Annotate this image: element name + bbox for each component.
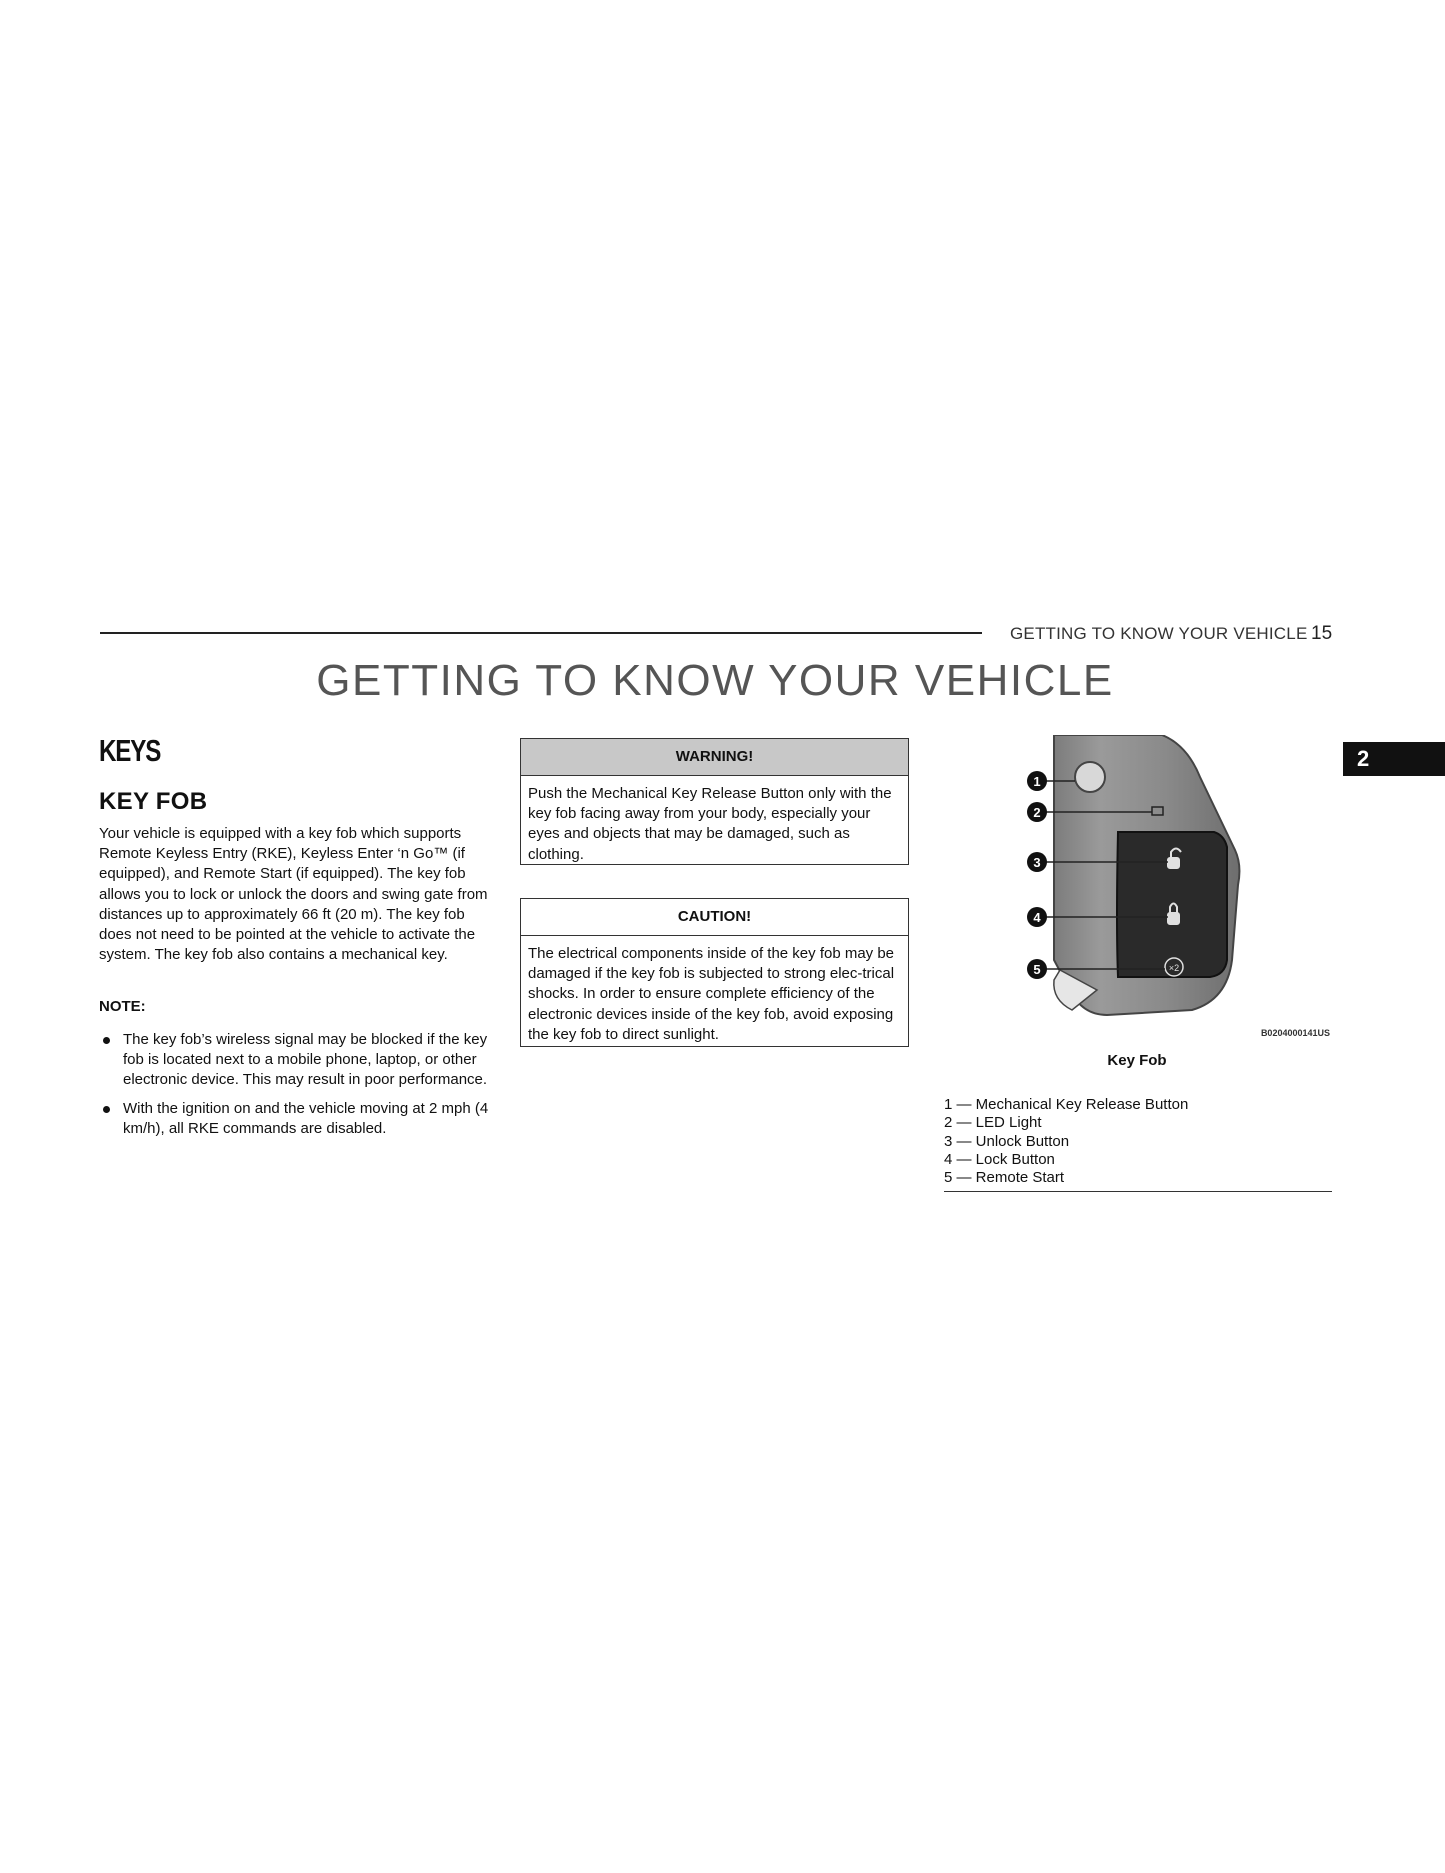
caution-title: CAUTION! bbox=[521, 899, 908, 936]
body-paragraph: Your vehicle is equipped with a key fob which supports Remote Keyless Entry (RKE), Keyless Enter ‘n Go™ (if equipped), and Remote Start (if equipped). The key fob allows you to lock or unlock the doors and swing gate from distances up to approximately 66 ft (20 m). The key fob does not need to be pointed at the vehicle to activate the system. The key fob also contains a mechanical key. bbox=[99, 825, 488, 964]
remote-start-label: ×2 bbox=[1168, 963, 1180, 973]
page-number: 15 bbox=[1311, 623, 1333, 644]
legend-item: 3 — Unlock Button bbox=[944, 1132, 1070, 1150]
note-item bbox=[99, 1099, 499, 1139]
legend-item: 5 — Remote Start bbox=[944, 1169, 1065, 1187]
callout-number: 4 bbox=[1033, 910, 1041, 925]
legend-item: 2 — LED Light bbox=[944, 1114, 1042, 1132]
warning-text: Push the Mechanical Key Release Button only with the key fob facing away from your body, especially your eyes and objects that may be damaged, such as clothing. bbox=[528, 785, 892, 863]
note-text: With the ignition on and the vehicle moving at 2 mph (4 km/h), all RKE commands are disabled. bbox=[123, 1099, 489, 1137]
bullet-icon bbox=[103, 1037, 110, 1044]
warning-title: WARNING! bbox=[521, 739, 908, 776]
section-heading: KEYS bbox=[99, 733, 161, 768]
caution-text: The electrical components inside of the key fob may be damaged if the key fob is subjected to strong elec-trical shocks. In order to ensure complete efficiency of the electronic devices inside of the key fob, avoid exposing the key fob to direct sunlight. bbox=[528, 945, 895, 1043]
callout-badge bbox=[1027, 802, 1047, 822]
callout-badge bbox=[1027, 959, 1047, 979]
caution-box bbox=[520, 898, 909, 1047]
callout-badge bbox=[1027, 907, 1047, 927]
chapter-tab: 2 bbox=[1343, 742, 1445, 776]
figure-legend bbox=[944, 1096, 1332, 1187]
callout-number: 3 bbox=[1033, 855, 1041, 870]
sub-heading: KEY FOB bbox=[99, 788, 208, 815]
callout-number: 1 bbox=[1033, 774, 1041, 789]
image-code: B0204000141US bbox=[1260, 1028, 1330, 1038]
chapter-title: GETTING TO KNOW YOUR VEHICLE bbox=[316, 656, 1114, 705]
legend-item: 4 — Lock Button bbox=[944, 1150, 1055, 1168]
bullet-icon bbox=[103, 1106, 110, 1113]
note-item bbox=[99, 1030, 499, 1091]
header-rule bbox=[100, 632, 982, 634]
legend-item: 1 — Mechanical Key Release Button bbox=[944, 1096, 1189, 1113]
legend-rule bbox=[944, 1191, 1332, 1192]
callout-badge bbox=[1027, 771, 1047, 791]
callout-number: 2 bbox=[1033, 805, 1041, 820]
release-button-icon bbox=[1075, 762, 1105, 792]
note-list bbox=[99, 1030, 499, 1147]
callout-number: 5 bbox=[1033, 962, 1041, 977]
warning-box bbox=[520, 738, 909, 865]
figure-caption: Key Fob bbox=[1107, 1052, 1167, 1069]
note-label: NOTE: bbox=[99, 998, 146, 1015]
note-text: The key fob’s wireless signal may be blocked if the key fob is located next to a mobile phone, laptop, or other electronic device. This may result in poor performance. bbox=[123, 1031, 488, 1089]
key-fob-figure bbox=[942, 735, 1332, 1045]
callout-badge bbox=[1027, 852, 1047, 872]
running-header: GETTING TO KNOW YOUR VEHICLE bbox=[1010, 624, 1308, 643]
